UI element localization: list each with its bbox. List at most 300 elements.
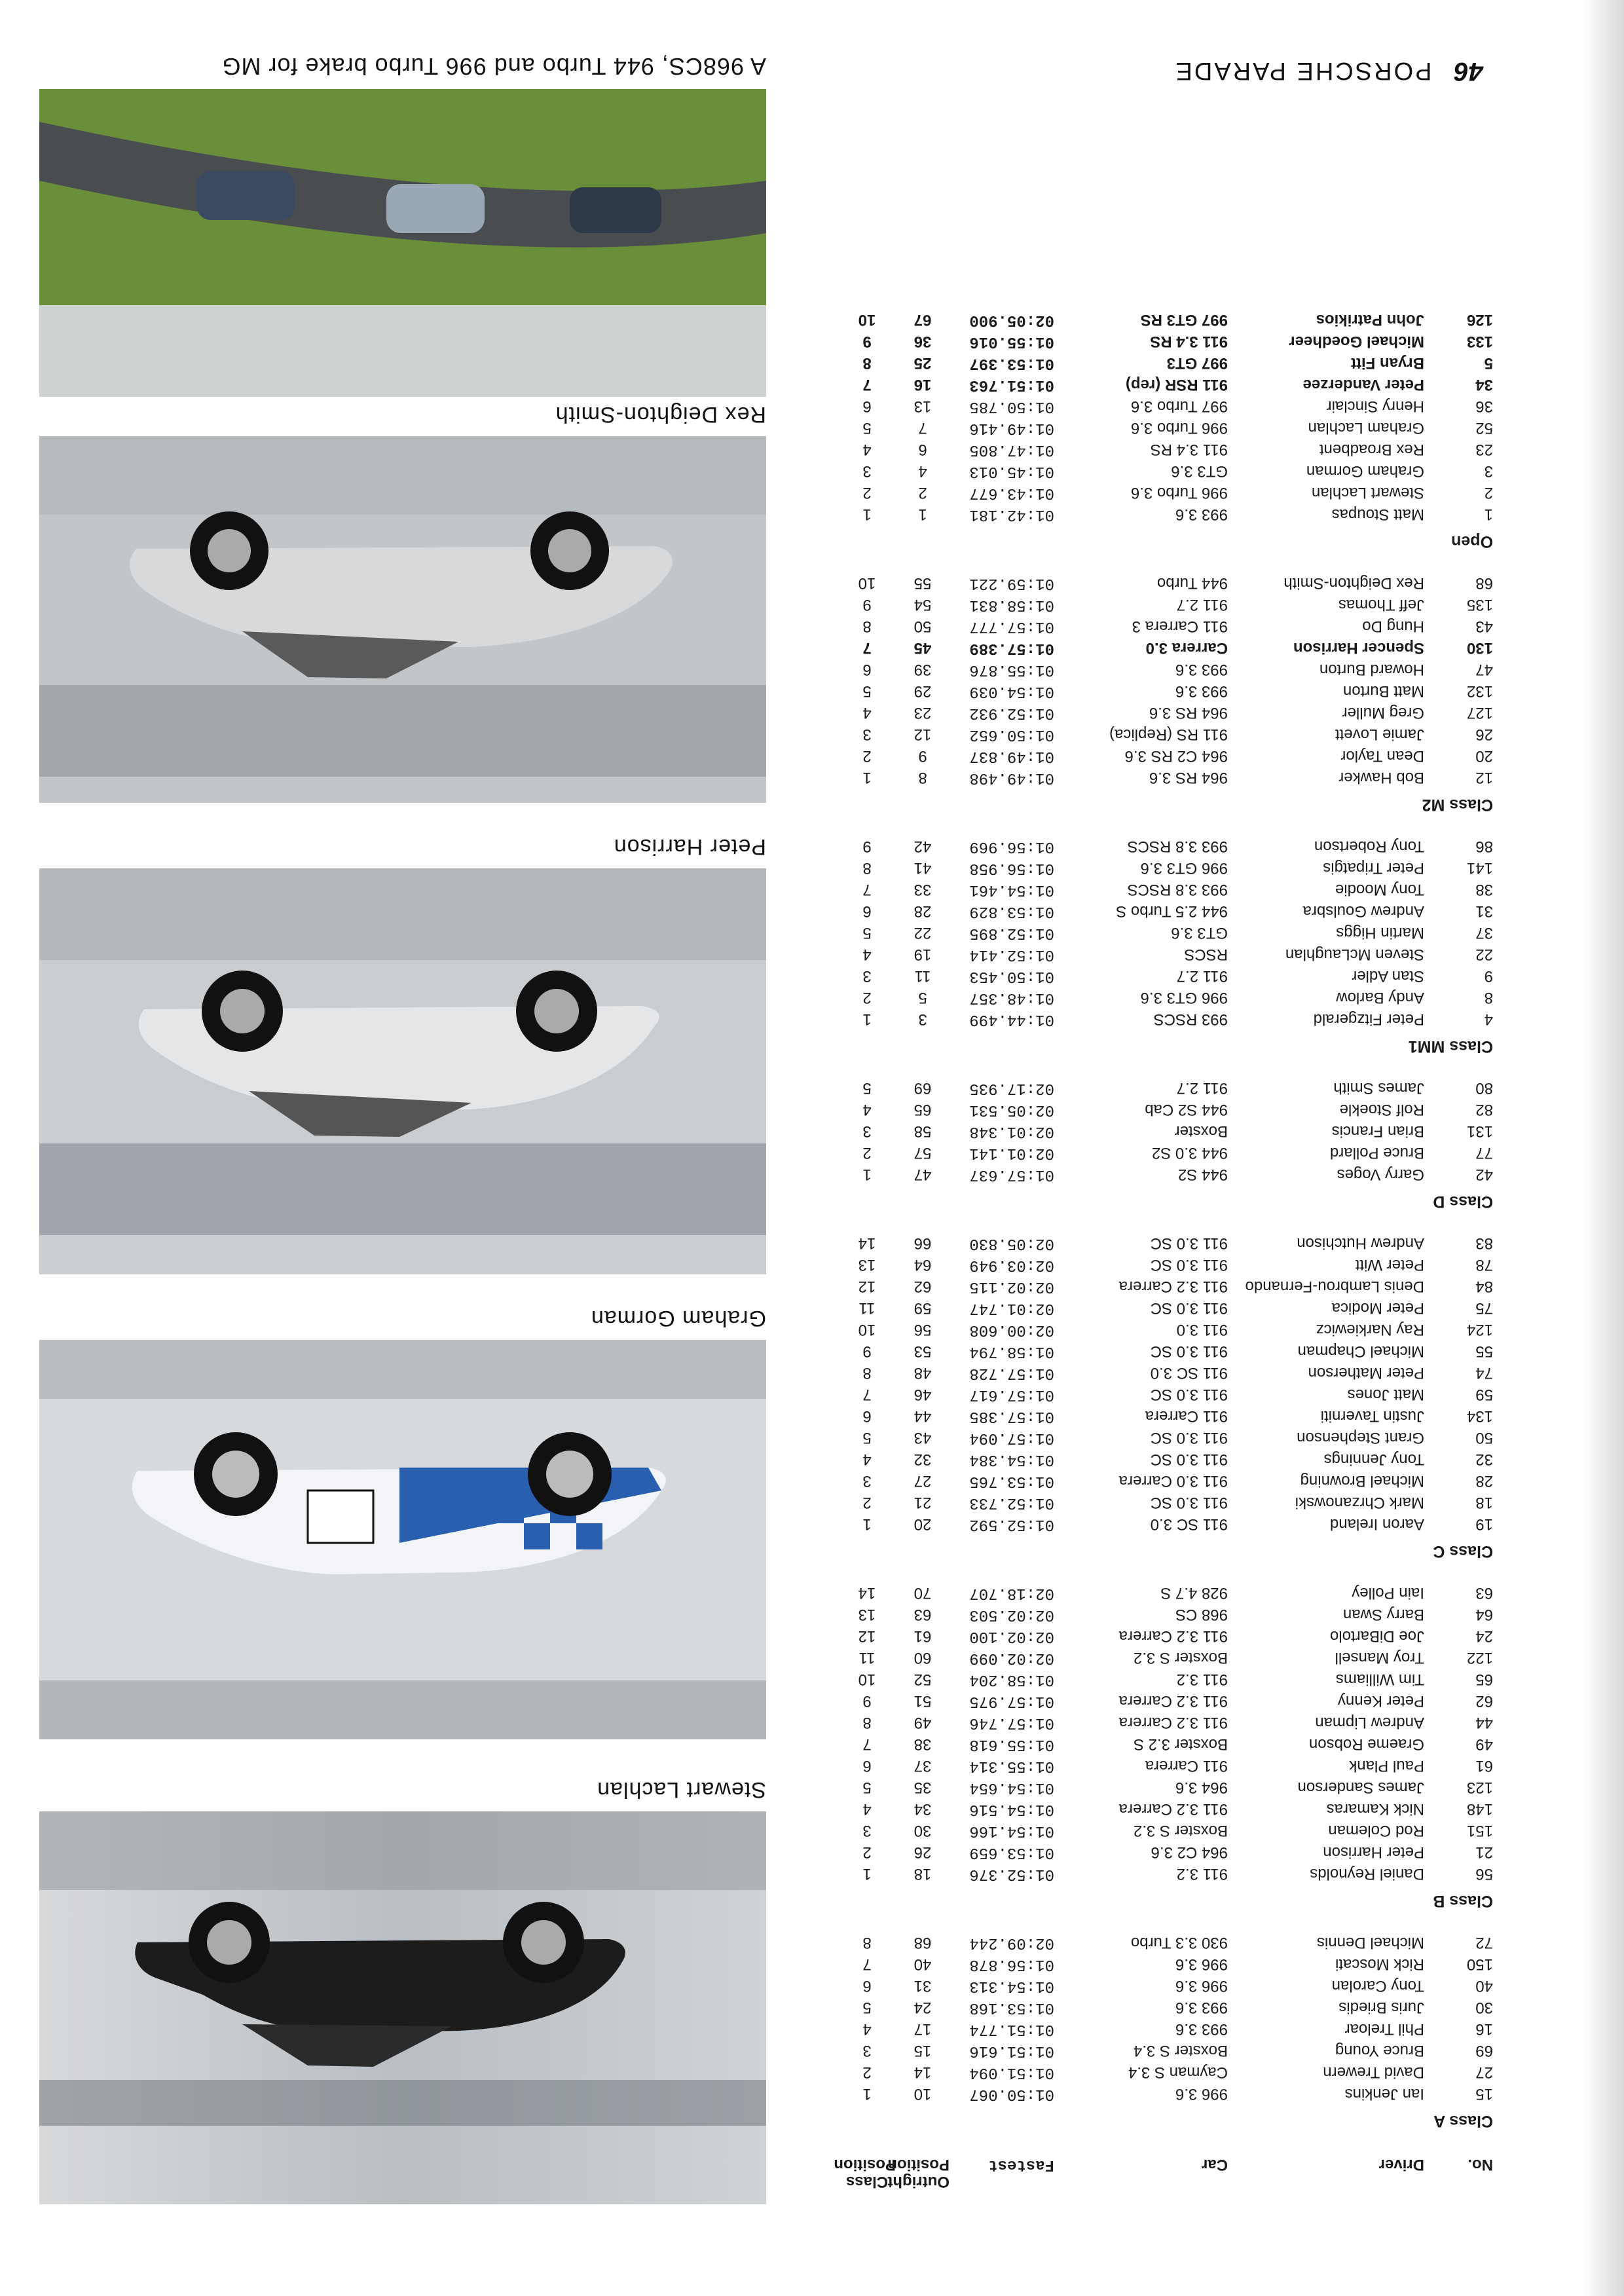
cell-no: 127 bbox=[1466, 704, 1493, 722]
cell-car: 964 3.6 bbox=[1175, 1779, 1228, 1797]
cell-class-position: 11 bbox=[858, 1649, 876, 1667]
cell-driver: Daniel Reynolds bbox=[1310, 1865, 1424, 1883]
header-class-position: Class Position bbox=[834, 2156, 896, 2191]
cell-class-position: 9 bbox=[862, 1342, 872, 1361]
cell-car: 911 3.0 Carrera bbox=[1118, 1472, 1228, 1491]
cell-outright-position: 67 bbox=[913, 311, 932, 329]
cell-no: 86 bbox=[1475, 838, 1493, 856]
cell-fastest: 01:53.168 bbox=[969, 1999, 1054, 2016]
cell-outright-position: 23 bbox=[913, 704, 932, 722]
cell-driver: Brian Francis bbox=[1331, 1122, 1424, 1141]
cell-outright-position: 49 bbox=[913, 1714, 932, 1732]
cell-fastest: 01:50.453 bbox=[969, 967, 1054, 985]
class-title: Class MM1 bbox=[1408, 1037, 1493, 1056]
cell-driver: Spencer Harrison bbox=[1293, 639, 1424, 657]
cell-no: 78 bbox=[1475, 1256, 1493, 1274]
header-outright: Outright Position bbox=[887, 2156, 950, 2191]
cell-class-position: 5 bbox=[862, 682, 872, 701]
page-number: 46 bbox=[1454, 57, 1483, 86]
cell-car: 911 3.0 SC bbox=[1150, 1451, 1228, 1469]
cell-no: 8 bbox=[1484, 989, 1493, 1007]
page-binding-edge bbox=[1585, 0, 1624, 2296]
cell-car: 944 S2 Cab bbox=[1145, 1101, 1228, 1119]
cell-fastest: 01:58.794 bbox=[969, 1342, 1054, 1360]
cell-no: 83 bbox=[1475, 1234, 1493, 1253]
cell-car: 911 3.2 bbox=[1176, 1865, 1228, 1883]
cell-outright-position: 22 bbox=[913, 924, 932, 942]
photo-image bbox=[39, 868, 766, 1274]
cell-no: 124 bbox=[1466, 1321, 1493, 1339]
cell-driver: Iain Polley bbox=[1352, 1584, 1424, 1602]
cell-car: 996 3.6 bbox=[1175, 2085, 1228, 2103]
cell-class-position: 4 bbox=[862, 1451, 872, 1469]
cell-no: 62 bbox=[1475, 1692, 1493, 1711]
cell-fastest: 01:50.652 bbox=[969, 726, 1054, 743]
cell-class-position: 4 bbox=[862, 946, 872, 964]
class-section bbox=[838, 836, 1493, 1077]
cell-class-position: 6 bbox=[862, 1407, 872, 1426]
cell-class-position: 8 bbox=[862, 354, 872, 373]
cell-no: 74 bbox=[1475, 1364, 1493, 1382]
table-row bbox=[838, 724, 1493, 745]
cell-no: 5 bbox=[1484, 354, 1493, 373]
table-row bbox=[838, 1975, 1493, 1997]
class-section bbox=[838, 309, 1493, 572]
cell-outright-position: 60 bbox=[913, 1649, 932, 1667]
cell-outright-position: 2 bbox=[918, 484, 927, 502]
class-title: Class A bbox=[1433, 2112, 1493, 2130]
cell-no: 65 bbox=[1475, 1671, 1493, 1689]
cell-car: Boxster S 3.4 bbox=[1133, 2042, 1228, 2060]
cell-outright-position: 31 bbox=[913, 1977, 932, 1995]
cell-class-position: 12 bbox=[858, 1278, 876, 1296]
cell-outright-position: 61 bbox=[913, 1627, 932, 1646]
cell-class-position: 8 bbox=[862, 1364, 872, 1382]
cell-no: 148 bbox=[1466, 1800, 1493, 1819]
cell-fastest: 01:56.878 bbox=[969, 1955, 1054, 1973]
cell-car: 911 3.2 Carrera bbox=[1118, 1714, 1228, 1732]
cell-fastest: 02:03.949 bbox=[969, 1256, 1054, 1274]
table-row bbox=[838, 352, 1493, 374]
cell-class-position: 1 bbox=[862, 1166, 872, 1184]
cell-outright-position: 58 bbox=[913, 1122, 932, 1141]
cell-class-position: 4 bbox=[862, 441, 872, 459]
cell-no: 37 bbox=[1475, 924, 1493, 942]
table-row bbox=[838, 417, 1493, 439]
cell-outright-position: 27 bbox=[913, 1472, 932, 1491]
table-row bbox=[838, 900, 1493, 922]
class-section bbox=[838, 1932, 1493, 2152]
cell-no: 84 bbox=[1475, 1278, 1493, 1296]
table-row bbox=[838, 922, 1493, 944]
cell-car: 993 3.6 bbox=[1175, 2020, 1228, 2039]
cell-class-position: 4 bbox=[862, 2020, 872, 2039]
cell-no: 69 bbox=[1475, 2042, 1493, 2060]
cell-car: 964 C2 RS 3.6 bbox=[1124, 747, 1228, 766]
cell-no: 49 bbox=[1475, 1735, 1493, 1754]
cell-no: 19 bbox=[1475, 1515, 1493, 1534]
cell-driver: Grant Stephenson bbox=[1297, 1429, 1424, 1447]
table-row bbox=[838, 702, 1493, 724]
cell-outright-position: 36 bbox=[913, 333, 932, 351]
cell-driver: Stewart Lachlan bbox=[1311, 484, 1424, 502]
table-row bbox=[838, 767, 1493, 788]
cell-car: 993 3.6 bbox=[1175, 506, 1228, 524]
cell-no: 36 bbox=[1475, 398, 1493, 416]
cell-outright-position: 63 bbox=[913, 1606, 932, 1624]
photo-image bbox=[39, 1811, 766, 2204]
cell-outright-position: 15 bbox=[913, 2042, 932, 2060]
cell-class-position: 3 bbox=[862, 726, 872, 744]
cell-car: GT3 3.6 bbox=[1171, 924, 1228, 942]
cell-fastest: 01:57.637 bbox=[969, 1166, 1054, 1183]
cell-driver: John Patrikios bbox=[1316, 311, 1424, 329]
cell-fastest: 01:55.618 bbox=[969, 1735, 1054, 1753]
table-row bbox=[838, 1405, 1493, 1427]
cell-no: 61 bbox=[1475, 1757, 1493, 1775]
cell-driver: Howard Burton bbox=[1319, 661, 1424, 679]
cell-driver: Andrew Lipman bbox=[1315, 1714, 1424, 1732]
cell-driver: Ray Narkiewicz bbox=[1316, 1321, 1424, 1339]
cell-fastest: 01:43.677 bbox=[969, 484, 1054, 502]
cell-no: 30 bbox=[1475, 1999, 1493, 2017]
table-row bbox=[838, 374, 1493, 396]
cell-fastest: 01:53.659 bbox=[969, 1843, 1054, 1861]
cell-outright-position: 66 bbox=[913, 1234, 932, 1253]
table-row bbox=[838, 439, 1493, 460]
cell-no: 126 bbox=[1466, 311, 1493, 329]
table-row bbox=[838, 2083, 1493, 2105]
cell-outright-position: 25 bbox=[913, 354, 932, 373]
cell-outright-position: 18 bbox=[913, 1865, 932, 1883]
cell-no: 64 bbox=[1475, 1606, 1493, 1624]
cell-class-position: 7 bbox=[862, 639, 872, 657]
cell-driver: Michael Goedheer bbox=[1289, 333, 1424, 351]
cell-outright-position: 53 bbox=[913, 1342, 932, 1361]
cell-driver: Bryan Fitt bbox=[1350, 354, 1424, 373]
magazine-title: PORSCHE PARADE bbox=[1173, 57, 1432, 84]
cell-driver: Justin Taverniti bbox=[1320, 1407, 1424, 1426]
table-row bbox=[838, 1276, 1493, 1297]
photo-image bbox=[39, 1340, 766, 1739]
table-row bbox=[838, 1142, 1493, 1164]
table-row bbox=[838, 1798, 1493, 1820]
cell-fastest: 01:54.039 bbox=[969, 682, 1054, 700]
header-car: Car bbox=[1201, 2156, 1228, 2174]
cell-fastest: 01:52.932 bbox=[969, 704, 1054, 722]
cell-outright-position: 35 bbox=[913, 1779, 932, 1797]
cell-fastest: 01:53.829 bbox=[969, 902, 1054, 920]
cell-class-position: 2 bbox=[862, 1843, 872, 1862]
table-row bbox=[838, 857, 1493, 879]
cell-driver: Tony Moodie bbox=[1335, 881, 1424, 899]
cell-class-position: 7 bbox=[862, 1386, 872, 1404]
cell-class-position: 2 bbox=[862, 747, 872, 766]
cell-no: 75 bbox=[1475, 1299, 1493, 1318]
cell-class-position: 8 bbox=[862, 1934, 872, 1952]
photo-peter-harrison bbox=[39, 834, 766, 1274]
cell-no: 27 bbox=[1475, 2064, 1493, 2082]
table-row bbox=[838, 1582, 1493, 1604]
photo-caption: A 968CS, 944 Turbo and 996 Turbo brake for MG bbox=[221, 53, 766, 80]
cell-no: 34 bbox=[1475, 376, 1493, 394]
cell-no: 50 bbox=[1475, 1429, 1493, 1447]
cell-fastest: 01:57.385 bbox=[969, 1407, 1054, 1425]
table-row bbox=[838, 1492, 1493, 1513]
cell-car: 944 3.0 S2 bbox=[1151, 1144, 1228, 1162]
cell-outright-position: 1 bbox=[918, 506, 927, 524]
cell-fastest: 02:05.830 bbox=[969, 1234, 1054, 1252]
cell-car: Carrera 3.0 bbox=[1145, 639, 1228, 657]
cell-fastest: 01:49.837 bbox=[969, 747, 1054, 765]
cell-no: 63 bbox=[1475, 1584, 1493, 1602]
cell-driver: Rick Moscati bbox=[1335, 1955, 1424, 1974]
cell-fastest: 01:53.397 bbox=[969, 354, 1054, 372]
class-title: Open bbox=[1451, 532, 1493, 551]
cell-car: 911 3.0 SC bbox=[1150, 1234, 1228, 1253]
cell-no: 52 bbox=[1475, 419, 1493, 437]
cell-driver: Tony Carolan bbox=[1331, 1977, 1424, 1995]
cell-driver: Matt Burton bbox=[1342, 682, 1424, 701]
cell-no: 47 bbox=[1475, 661, 1493, 679]
cell-fastest: 01:42.181 bbox=[969, 506, 1054, 523]
cell-class-position: 7 bbox=[862, 881, 872, 899]
cell-no: 131 bbox=[1466, 1122, 1493, 1141]
cell-driver: Tony Jennings bbox=[1323, 1451, 1424, 1469]
cell-no: 150 bbox=[1466, 1955, 1493, 1974]
cell-car: 911 3.0 SC bbox=[1150, 1256, 1228, 1274]
cell-no: 20 bbox=[1475, 747, 1493, 766]
cell-fastest: 02:02.099 bbox=[969, 1649, 1054, 1667]
cell-class-position: 10 bbox=[858, 1671, 876, 1689]
cell-no: 38 bbox=[1475, 881, 1493, 899]
cell-car: 996 Turbo 3.6 bbox=[1130, 484, 1228, 502]
table-row bbox=[838, 1164, 1493, 1185]
cell-outright-position: 8 bbox=[918, 769, 927, 787]
class-section bbox=[838, 1232, 1493, 1582]
cell-car: 911 3.2 Carrera bbox=[1118, 1800, 1228, 1819]
cell-no: 59 bbox=[1475, 1386, 1493, 1404]
cell-no: 40 bbox=[1475, 1977, 1493, 1995]
cell-class-position: 7 bbox=[862, 1955, 872, 1974]
cell-no: 43 bbox=[1475, 618, 1493, 636]
cell-driver: Matt Jones bbox=[1347, 1386, 1424, 1404]
table-row bbox=[838, 1842, 1493, 1863]
class-section bbox=[838, 572, 1493, 836]
cell-class-position: 1 bbox=[862, 1515, 872, 1534]
cell-driver: Greg Muller bbox=[1342, 704, 1424, 722]
cell-driver: Nick Kamaras bbox=[1326, 1800, 1424, 1819]
cell-car: 996 3.6 bbox=[1175, 1977, 1228, 1995]
cell-driver: Steven McLaughlan bbox=[1285, 946, 1424, 964]
cell-fastest: 01:52.414 bbox=[969, 946, 1054, 963]
cell-class-position: 1 bbox=[862, 1010, 872, 1029]
cell-outright-position: 43 bbox=[913, 1429, 932, 1447]
cell-car: 997 Turbo 3.6 bbox=[1130, 398, 1228, 416]
cell-class-position: 7 bbox=[862, 376, 872, 394]
cell-outright-position: 40 bbox=[913, 1955, 932, 1974]
cell-class-position: 5 bbox=[862, 1429, 872, 1447]
cell-class-position: 4 bbox=[862, 704, 872, 722]
cell-no: 15 bbox=[1475, 2085, 1493, 2103]
cell-outright-position: 52 bbox=[913, 1671, 932, 1689]
cell-outright-position: 37 bbox=[913, 1757, 932, 1775]
cell-no: 55 bbox=[1475, 1342, 1493, 1361]
cell-car: 964 RS 3.6 bbox=[1149, 769, 1228, 787]
cell-outright-position: 41 bbox=[913, 859, 932, 878]
cell-driver: Ian Jenkins bbox=[1344, 2085, 1424, 2103]
cell-outright-position: 6 bbox=[918, 441, 927, 459]
cell-outright-position: 57 bbox=[913, 1144, 932, 1162]
cell-fastest: 02:18.707 bbox=[969, 1584, 1054, 1602]
cell-class-position: 8 bbox=[862, 618, 872, 636]
cell-no: 123 bbox=[1466, 1779, 1493, 1797]
race-car-photo bbox=[39, 868, 766, 1274]
cell-no: 16 bbox=[1475, 2020, 1493, 2039]
cell-fastest: 01:57.975 bbox=[969, 1692, 1054, 1710]
cell-no: 77 bbox=[1475, 1144, 1493, 1162]
cell-outright-position: 30 bbox=[913, 1822, 932, 1840]
table-row bbox=[838, 1863, 1493, 1885]
cell-outright-position: 10 bbox=[913, 2085, 932, 2103]
cell-car: Cayman S 3.4 bbox=[1128, 2064, 1228, 2082]
cell-class-position: 3 bbox=[862, 2042, 872, 2060]
table-header bbox=[834, 2152, 1493, 2198]
table-row bbox=[838, 879, 1493, 900]
cell-car: Boxster bbox=[1174, 1122, 1228, 1141]
table-row bbox=[838, 836, 1493, 857]
cell-car: 993 3.8 RSCS bbox=[1127, 838, 1228, 856]
table-row bbox=[838, 1690, 1493, 1712]
cell-driver: Bob Hawker bbox=[1338, 769, 1424, 787]
cell-no: 68 bbox=[1475, 574, 1493, 593]
table-row bbox=[838, 680, 1493, 702]
cell-outright-position: 11 bbox=[914, 967, 931, 986]
table-row bbox=[838, 1625, 1493, 1647]
cell-fastest: 01:54.654 bbox=[969, 1779, 1054, 1796]
cell-fastest: 01:57.094 bbox=[969, 1429, 1054, 1447]
cell-fastest: 02:01.141 bbox=[969, 1144, 1054, 1162]
cell-outright-position: 3 bbox=[918, 1010, 927, 1029]
cell-driver: Troy Mansell bbox=[1335, 1649, 1424, 1667]
cell-class-position: 2 bbox=[862, 2064, 872, 2082]
cell-driver: Graham Lachlan bbox=[1308, 419, 1424, 437]
class-sections bbox=[838, 309, 1493, 2152]
cell-outright-position: 45 bbox=[913, 639, 932, 657]
cell-fastest: 02:02.115 bbox=[969, 1278, 1054, 1295]
cell-class-position: 14 bbox=[858, 1584, 876, 1602]
cell-class-position: 5 bbox=[862, 1079, 872, 1098]
cell-class-position: 12 bbox=[858, 1627, 876, 1646]
cell-no: 4 bbox=[1484, 1010, 1493, 1029]
cell-car: 928 4.7 S bbox=[1160, 1584, 1228, 1602]
cell-car: 993 3.6 bbox=[1175, 682, 1228, 701]
cell-driver: Matt Stoupas bbox=[1331, 506, 1424, 524]
cell-driver: Peter Vanderzee bbox=[1302, 376, 1424, 394]
cell-class-position: 13 bbox=[858, 1256, 876, 1274]
cell-class-position: 1 bbox=[862, 1865, 872, 1883]
cell-no: 2 bbox=[1484, 484, 1493, 502]
cell-outright-position: 34 bbox=[913, 1800, 932, 1819]
table-row bbox=[838, 745, 1493, 767]
cell-fastest: 01:55.314 bbox=[969, 1757, 1054, 1775]
cell-no: 44 bbox=[1475, 1714, 1493, 1732]
table-row bbox=[838, 1669, 1493, 1690]
cell-car: 911 3.2 Carrera bbox=[1118, 1692, 1228, 1711]
cell-car: Boxster S 3.2 bbox=[1133, 1649, 1228, 1667]
cell-driver: Stan Adler bbox=[1352, 967, 1424, 986]
table-row bbox=[838, 331, 1493, 352]
cell-class-position: 9 bbox=[862, 838, 872, 856]
table-row bbox=[838, 987, 1493, 1009]
cell-no: 24 bbox=[1475, 1627, 1493, 1646]
cell-class-position: 9 bbox=[862, 596, 872, 614]
cell-car: 911 3.0 SC bbox=[1150, 1299, 1228, 1318]
cell-car: 911 2.7 bbox=[1176, 1079, 1228, 1098]
table-row bbox=[838, 396, 1493, 417]
cell-outright-position: 21 bbox=[913, 1494, 932, 1512]
table-row bbox=[838, 1513, 1493, 1535]
photo-three-cars bbox=[39, 52, 766, 397]
cell-fastest: 01:59.221 bbox=[969, 574, 1054, 592]
table-row bbox=[838, 1712, 1493, 1733]
cell-fastest: 01:51.763 bbox=[969, 376, 1054, 394]
cell-no: 135 bbox=[1466, 596, 1493, 614]
cell-car: 911 2.7 bbox=[1176, 596, 1228, 614]
cell-no: 22 bbox=[1475, 946, 1493, 964]
cell-fastest: 01:54.166 bbox=[969, 1822, 1054, 1840]
table-row bbox=[838, 460, 1493, 482]
race-car-photo bbox=[39, 1340, 766, 1739]
table-row bbox=[838, 1009, 1493, 1030]
cell-car: 944 2.5 Turbo S bbox=[1116, 902, 1228, 921]
cell-fastest: 01:58.204 bbox=[969, 1671, 1054, 1688]
cell-no: 141 bbox=[1466, 859, 1493, 878]
cell-driver: Peter Witt bbox=[1355, 1256, 1424, 1274]
table-row bbox=[838, 1932, 1493, 1953]
cell-outright-position: 70 bbox=[913, 1584, 932, 1602]
header-driver: Driver bbox=[1378, 2156, 1424, 2174]
cell-fastest: 01:57.389 bbox=[969, 639, 1054, 657]
cell-fastest: 01:55.876 bbox=[969, 661, 1054, 678]
cell-class-position: 3 bbox=[862, 967, 872, 986]
cell-outright-position: 16 bbox=[913, 376, 932, 394]
cell-driver: Juris Briedis bbox=[1338, 1999, 1424, 2017]
cell-fastest: 02:01.747 bbox=[969, 1299, 1054, 1317]
cell-fastest: 01:57.728 bbox=[969, 1364, 1054, 1382]
table-row bbox=[838, 1254, 1493, 1276]
cell-fastest: 01:57.746 bbox=[969, 1714, 1054, 1731]
cell-car: 930 3.3 Turbo bbox=[1130, 1934, 1228, 1952]
cell-car: 944 Turbo bbox=[1156, 574, 1228, 593]
cell-driver: Graham Gorman bbox=[1306, 462, 1424, 481]
cell-driver: Rex Broadbent bbox=[1319, 441, 1424, 459]
cell-fastest: 01:58.831 bbox=[969, 596, 1054, 614]
cell-driver: Mark Chrzanowski bbox=[1295, 1494, 1424, 1512]
cell-outright-position: 19 bbox=[913, 946, 932, 964]
cell-driver: Denis Lambrou-Fernando bbox=[1245, 1278, 1424, 1296]
cell-fastest: 01:55.016 bbox=[969, 333, 1054, 350]
cell-no: 151 bbox=[1466, 1822, 1493, 1840]
cell-driver: Hung Do bbox=[1362, 618, 1424, 636]
photo-caption: Rex Deighton-Smith bbox=[555, 402, 766, 427]
class-title: Class B bbox=[1433, 1892, 1493, 1910]
table-row bbox=[838, 1297, 1493, 1319]
cell-fastest: 01:54.516 bbox=[969, 1800, 1054, 1818]
cell-car: 911 2.7 bbox=[1176, 967, 1228, 986]
cell-driver: Michael Dennis bbox=[1316, 1934, 1424, 1952]
cell-fastest: 01:49.498 bbox=[969, 769, 1054, 787]
